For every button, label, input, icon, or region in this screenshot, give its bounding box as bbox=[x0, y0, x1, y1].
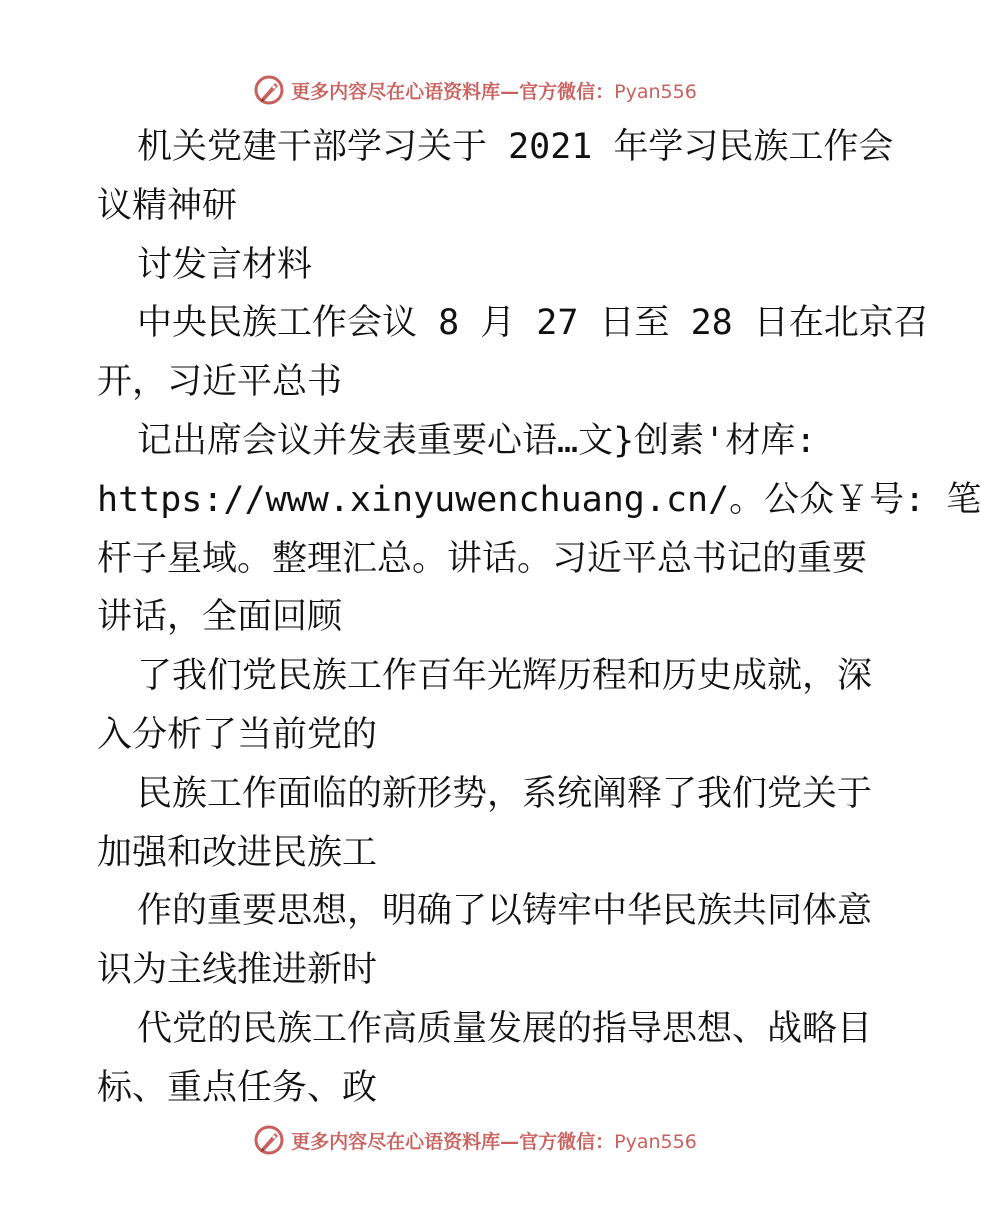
text-line: 了我们党民族工作百年光辉历程和历史成就，深 bbox=[137, 656, 873, 697]
text-line: 作的重要思想，明确了以铸牢中华民族共同体意 bbox=[137, 891, 873, 932]
watermark-text: 更多内容尽在心语资料库—官方微信：Pyan556 bbox=[291, 1130, 697, 1153]
text-line: 开，习近平总书 bbox=[97, 362, 343, 403]
text-line: 杆子星域。整理汇总。讲话。习近平总书记的重要 bbox=[97, 538, 868, 579]
text-line: 代党的民族工作高质量发展的指导思想、战略目 bbox=[137, 1008, 873, 1049]
text-line: 讨发言材料 bbox=[137, 244, 313, 285]
watermark-brand: Pyan556 bbox=[614, 80, 697, 103]
watermark-text: 更多内容尽在心语资料库—官方微信：Pyan556 bbox=[291, 80, 697, 103]
text-line: 记出席会议并发表重要心语…文}创素'材库: bbox=[137, 420, 817, 461]
text-line: 机关党建干部学习关于 2021 年学习民族工作会 bbox=[137, 127, 894, 167]
text-line: 入分析了当前党的 bbox=[97, 714, 378, 755]
quill-pen-logo-icon bbox=[253, 1124, 285, 1156]
document-body bbox=[97, 118, 981, 1118]
watermark-brand: Pyan556 bbox=[614, 1130, 697, 1153]
text-line: 议精神研 bbox=[97, 185, 238, 226]
text-line: 讲话，全面回顾 bbox=[97, 597, 343, 638]
text-line: 标、重点任务、政 bbox=[97, 1067, 378, 1108]
text-line: 民族工作面临的新形势，系统阐释了我们党关于 bbox=[137, 773, 873, 814]
text-line: 中央民族工作会议 8 月 27 日至 28 日在北京召 bbox=[137, 303, 929, 344]
footer-watermark bbox=[0, 1120, 950, 1160]
text-line: 加强和改进民族工 bbox=[97, 832, 378, 873]
text-line: https://www.xinyuwenchuang.cn/。公众￥号: 笔 bbox=[97, 479, 981, 520]
header-watermark bbox=[0, 70, 950, 110]
quill-pen-logo-icon bbox=[253, 74, 285, 106]
text-line: 识为主线推进新时 bbox=[97, 950, 378, 991]
